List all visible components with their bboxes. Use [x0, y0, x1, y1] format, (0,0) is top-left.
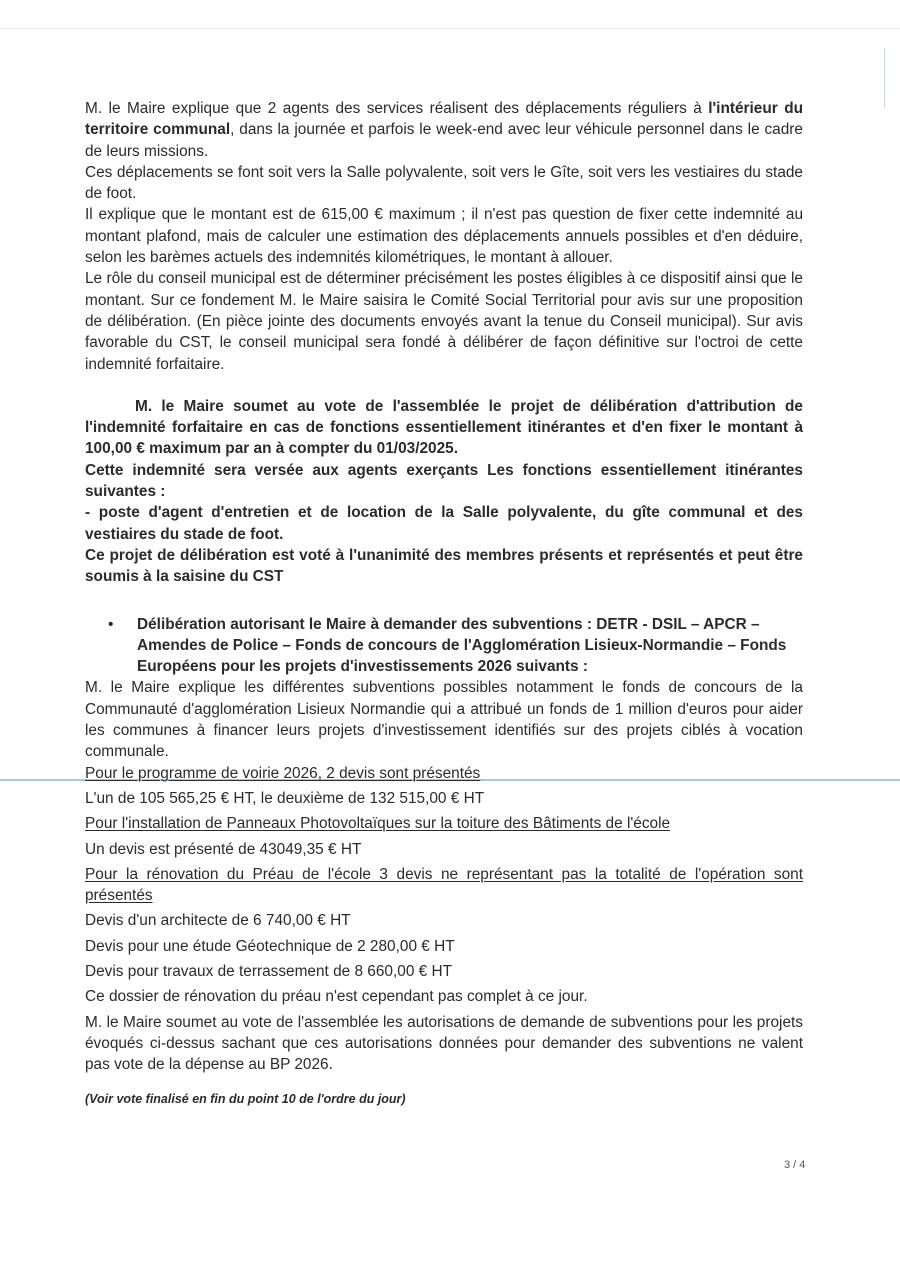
photovoltaic-detail: Un devis est présenté de 43049,35 € HT [85, 840, 362, 858]
vote-block [85, 396, 803, 588]
paragraph-amount: Il explique que le montant est de 615,00 € maximum ; il n'est pas question de fixer cette indemnité au montant plafond, mais de calculer une estimation des déplacements annuels possibles et d'en déduire, selon les barèmes actuels des indemnités kilométriques, le montant à allouer. [85, 206, 803, 267]
paragraph-subsidies: M. le Maire explique les différentes subventions possibles notamment le fonds de concours de la Communauté d'agglomération Lisieux Normandie qui a attribué un fonds de 1 million d'euros pour aider les communes à financer leurs projets d'investissement identifiés sur des projets ciblés à vocation communale. [85, 679, 803, 761]
agenda-bullet-item [85, 614, 803, 678]
document-body [85, 98, 803, 1111]
vote-post: - poste d'agent d'entretien et de location de la Salle polyvalente, du gîte communal et des vestiaires du stade de foot. [85, 504, 803, 543]
preau-quote-geotechnical: Devis pour une étude Géotechnique de 2 280,00 € HT [85, 937, 455, 955]
bullet-title: Délibération autorisant le Maire à demander des subventions : DETR - DSIL – APCR – Amendes de Police – Fonds de concours de l'Agglomération Lisieux-Normandie – Fonds Européens pour les projets d'investissements 2026 suivants : [137, 615, 787, 676]
preau-heading: Pour la rénovation du Préau de l'école 3 devis ne représentant pas la totalité de l'opération sont présentés [85, 865, 803, 905]
vote-paid-to: Cette indemnité sera versée aux agents exerçants Les fonctions essentiellement itinérantes suivantes : [85, 461, 803, 501]
vote-result: Ce projet de délibération est voté à l'unanimité des membres présents et représentés et peut être soumis à la saisine du CST [85, 546, 803, 586]
paragraph-intro: M. le Maire explique que 2 agents des services réalisent des déplacements réguliers à l'intérieur du territoire communal, dans la journée et parfois le week-end avec leur véhicule personnel dans le cadre de leurs missions. [85, 100, 803, 160]
preau-incomplete-note: Ce dossier de rénovation du préau n'est cependant pas complet à ce jour. [85, 988, 588, 1006]
bullet-dot: • [108, 615, 114, 633]
preau-quote-architect: Devis d'un architecte de 6 740,00 € HT [85, 912, 351, 930]
voirie-detail: L'un de 105 565,25 € HT, le deuxième de 132 515,00 € HT [85, 789, 485, 807]
paragraph-authorisation: M. le Maire soumet au vote de l'assemblée les autorisations de demande de subventions pour les projets évoqués ci-dessus sachant que ces autorisations données pour demander des subventions ne valent pas vote de la dépense au BP 2026. [85, 1013, 803, 1074]
paragraph-council-role: Le rôle du conseil municipal est de déterminer précisément les postes éligibles à ce dispositif ainsi que le montant. Sur ce fondement M. le Maire saisira le Comité Social Territorial pour avis sur une proposition de délibération. (En pièce jointe des documents envoyés avant la tenue du Conseil municipal). Sur avis favorable du CST, le conseil municipal sera fondé à délibérer de façon définitive sur l'octroi de cette indemnité forfaitaire. [85, 270, 803, 373]
page-number: 3 / 4 [784, 1159, 806, 1171]
bold-territory: l'intérieur du territoire communal [85, 100, 803, 139]
footnote-final-vote: (Voir vote finalisé en fin du point 10 de l'ordre du jour) [85, 1092, 406, 1107]
vote-submit: M. le Maire soumet au vote de l'assemblée le projet de délibération d'attribution de l'indemnité forfaitaire en cas de fonctions essentiellement itinérantes et d'en fixer le montant à 100,00 € maximum par an à compter du 01/03/2025. [85, 397, 803, 458]
voirie-heading: Pour le programme de voirie 2026, 2 devis sont présentés [85, 764, 481, 782]
paragraph-destinations: Ces déplacements se font soit vers la Salle polyvalente, soit vers le Gîte, soit vers les vestiaires du stade de foot. [85, 163, 803, 203]
scan-artifact-top-line [0, 28, 900, 29]
preau-quote-earthworks: Devis pour travaux de terrassement de 8 660,00 € HT [85, 962, 453, 980]
photovoltaic-heading: Pour l'installation de Panneaux Photovoltaïques sur la toiture des Bâtiments de l'école [85, 815, 671, 833]
scan-artifact-right-mark [884, 48, 885, 108]
